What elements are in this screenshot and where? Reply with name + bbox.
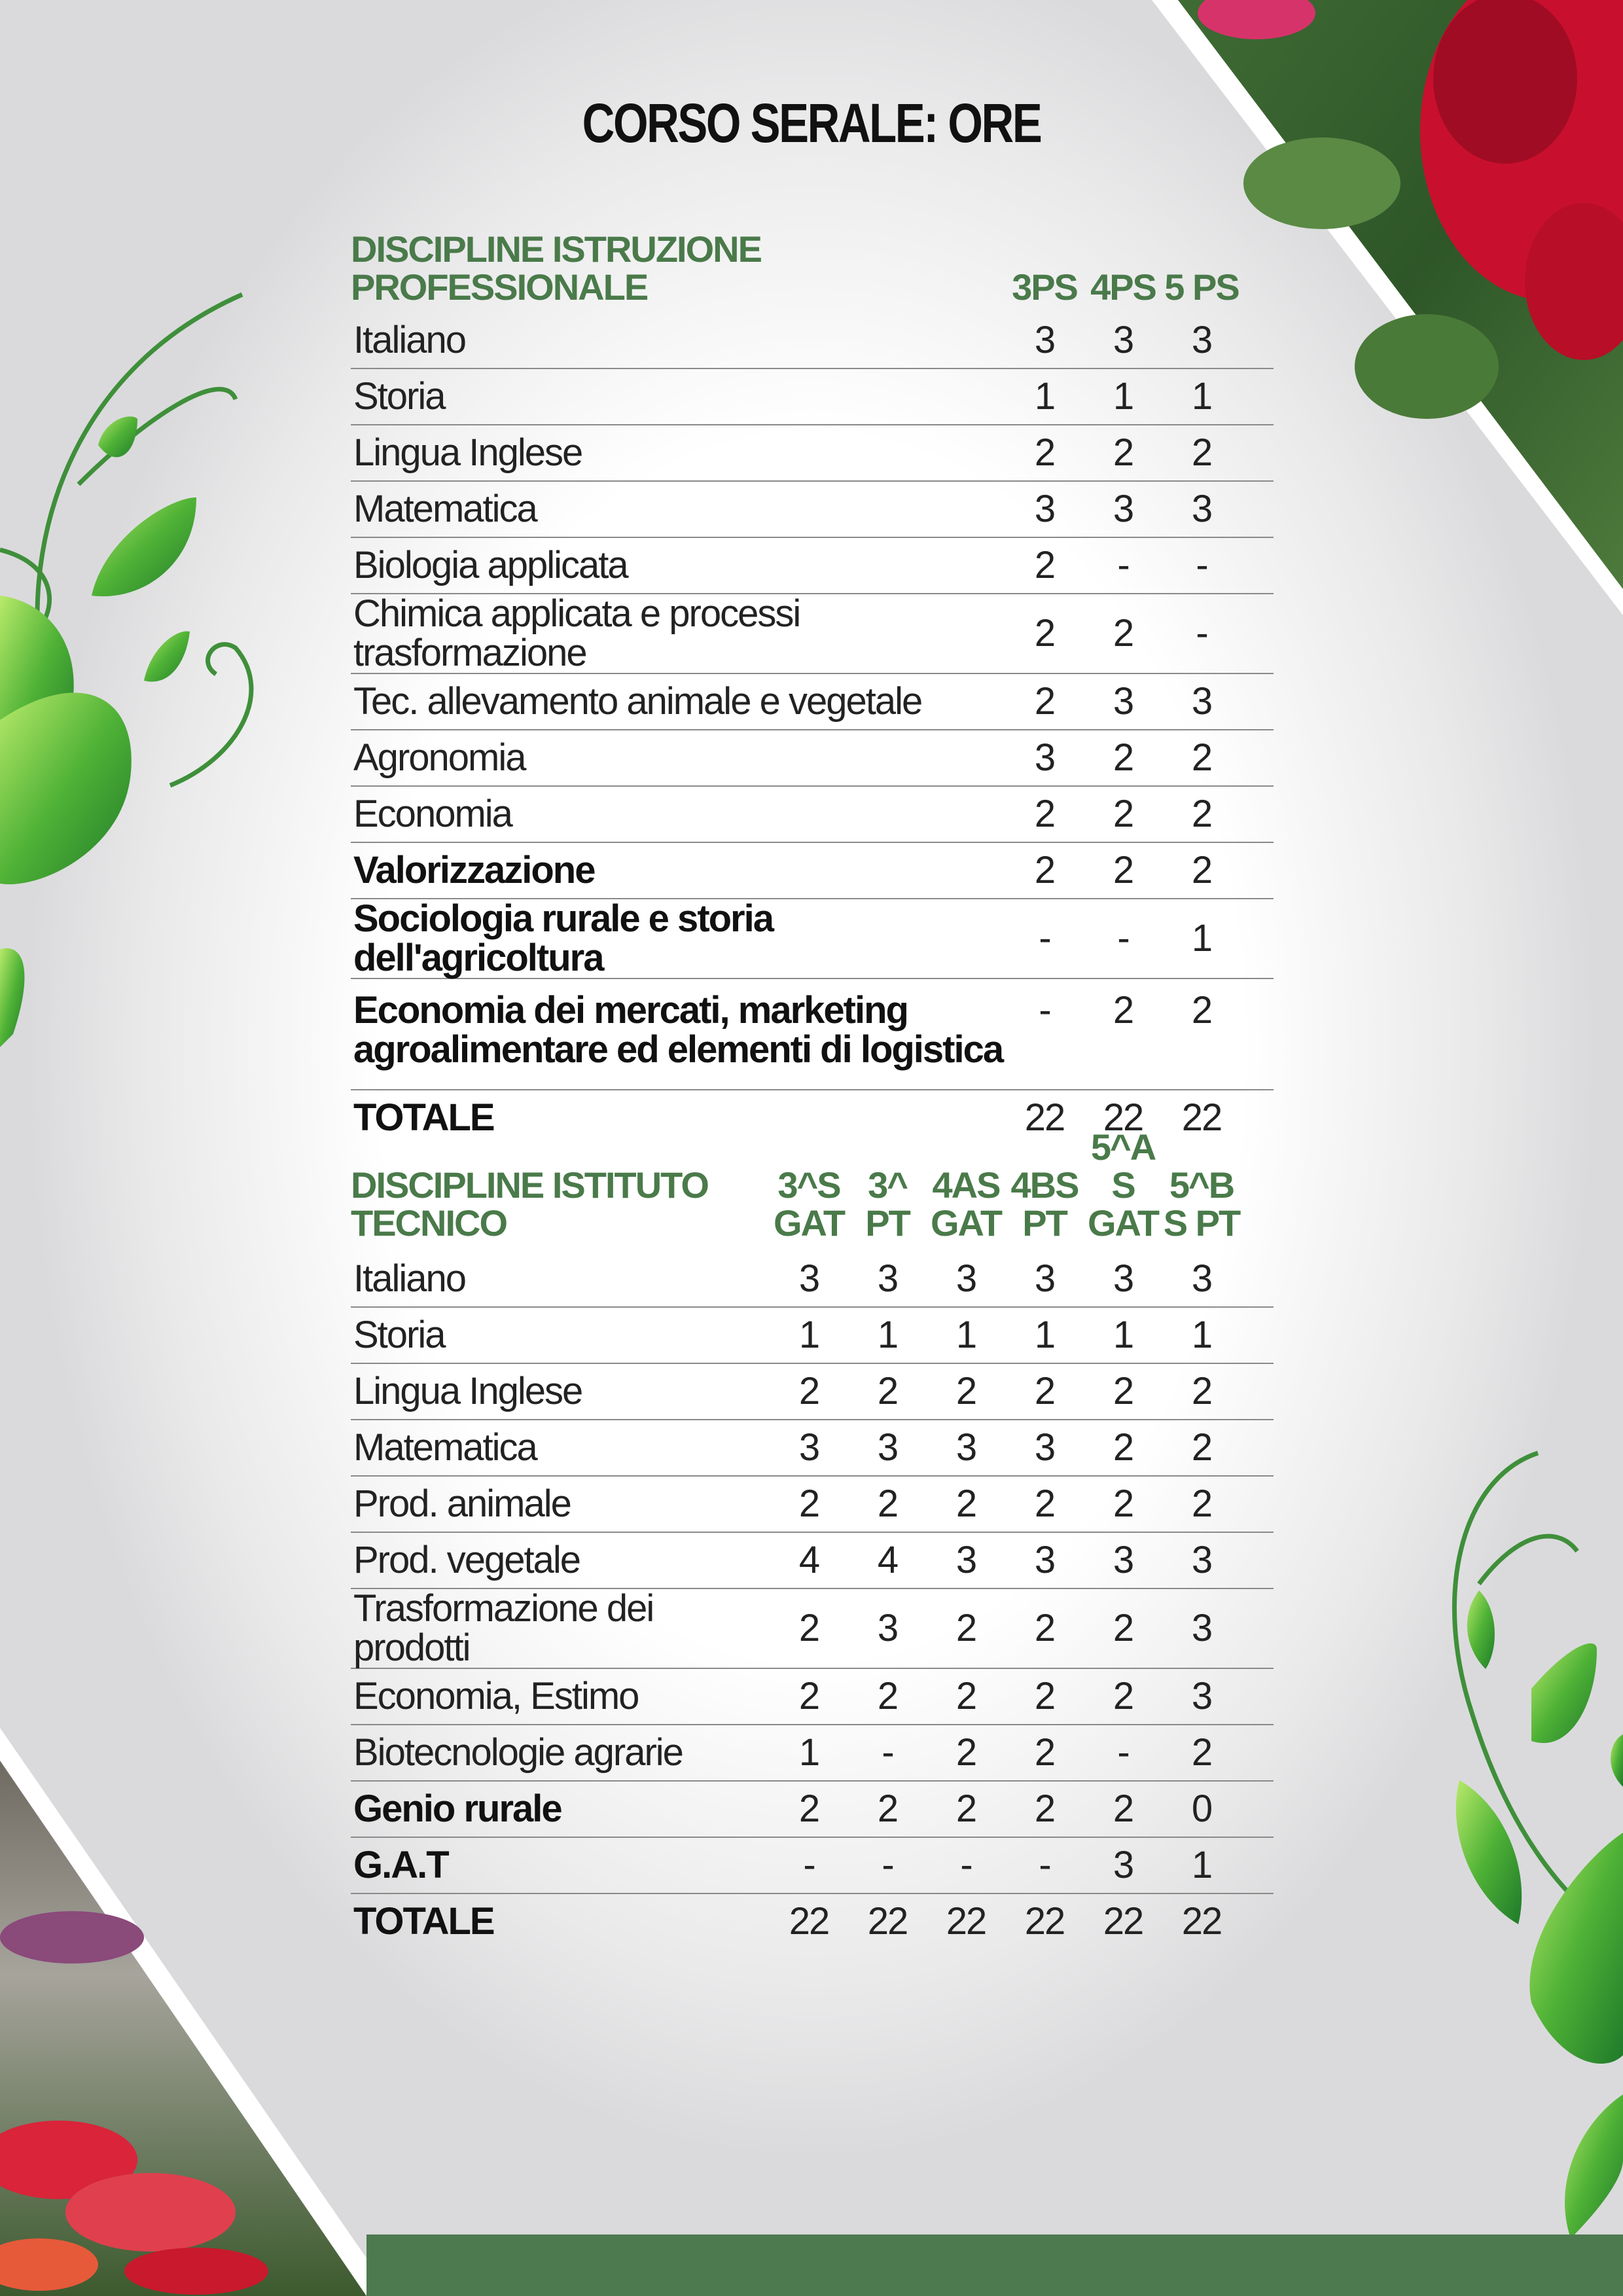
hours-cell: 1: [927, 1307, 1005, 1363]
hours-cell: -: [1162, 537, 1241, 594]
table-row: [351, 1837, 1274, 1893]
hours-cell: 2: [1084, 1363, 1162, 1420]
hours-cell: 2: [1084, 842, 1162, 899]
table-row: [351, 978, 1274, 1090]
hours-cell: 2: [1005, 1781, 1084, 1837]
total-cell: 22: [946, 1900, 986, 1943]
column-header: 4BS PT: [1010, 1164, 1079, 1244]
hours-cell: 2: [1162, 425, 1241, 481]
subject-cell: Matematica: [351, 1420, 770, 1476]
hours-cell: 3: [1005, 1532, 1084, 1588]
total-label: TOTALE: [353, 1096, 494, 1139]
right-leaves: [1456, 1590, 1623, 2238]
hours-cell: 1: [1084, 1307, 1162, 1363]
hours-cell: 3: [1084, 673, 1162, 730]
table-row: [351, 1251, 1274, 1307]
hours-cell: 1: [1162, 1307, 1241, 1363]
technical-hours-table: [351, 1128, 1274, 1949]
hours-cell: 3: [1162, 481, 1241, 537]
hours-cell: 3: [1005, 1420, 1084, 1476]
subject-cell: Italiano: [351, 1251, 770, 1307]
table-row: [351, 313, 1274, 368]
subject-cell: G.A.T: [351, 1837, 770, 1893]
hours-cell: 2: [848, 1363, 927, 1420]
table-row: [351, 786, 1274, 842]
hours-cell: 3: [1162, 313, 1241, 368]
page-title: CORSO SERALE: ORE: [582, 92, 1041, 154]
hours-cell: 2: [1005, 594, 1084, 673]
hours-cell: 3: [1084, 1532, 1162, 1588]
hours-cell: 3: [927, 1532, 1005, 1588]
table-row: [351, 1781, 1274, 1837]
hours-cell: 3: [1084, 481, 1162, 537]
hours-cell: 1: [848, 1307, 927, 1363]
table-row: [351, 1725, 1274, 1781]
hours-cell: 2: [1005, 673, 1084, 730]
subject-cell: Genio rurale: [351, 1781, 770, 1837]
hours-cell: 2: [1005, 842, 1084, 899]
hours-cell: 1: [1005, 1307, 1084, 1363]
hours-cell: -: [1005, 1837, 1084, 1893]
hours-cell: 2: [1162, 1725, 1241, 1781]
subject-cell: Biologia applicata: [351, 537, 1005, 594]
column-header: 5^A S GAT: [1087, 1126, 1159, 1244]
total-cell: 22: [867, 1900, 908, 1943]
hours-cell: 3: [1005, 730, 1084, 786]
hours-cell: 2: [1005, 1588, 1084, 1668]
subject-cell: Storia: [351, 368, 1005, 425]
subject-cell: Trasformazione dei prodotti: [351, 1588, 770, 1668]
subject-cell: Economia: [351, 786, 1005, 842]
table-header-title: DISCIPLINE ISTITUTO TECNICO: [351, 1164, 708, 1244]
hours-cell: 2: [1005, 1725, 1084, 1781]
hours-cell: 2: [1084, 425, 1162, 481]
hours-cell: 2: [770, 1668, 848, 1725]
hours-cell: -: [1084, 1725, 1162, 1781]
hours-cell: 2: [1162, 978, 1241, 1090]
table-row: [351, 1363, 1274, 1420]
hours-cell: -: [770, 1837, 848, 1893]
hours-cell: 4: [770, 1532, 848, 1588]
table-row: [351, 594, 1274, 673]
hours-cell: 3: [848, 1588, 927, 1668]
hours-cell: 2: [1084, 1420, 1162, 1476]
hours-cell: 3: [1162, 1668, 1241, 1725]
hours-cell: 2: [1084, 1588, 1162, 1668]
hours-cell: 2: [1162, 842, 1241, 899]
hours-cell: 2: [1005, 1668, 1084, 1725]
column-header: 5 PS: [1164, 266, 1239, 308]
subject-cell: Prod. animale: [351, 1476, 770, 1532]
hours-cell: 3: [1005, 1251, 1084, 1307]
hours-cell: 2: [1084, 594, 1162, 673]
column-header: 3^ PT: [865, 1164, 910, 1244]
table-row: [351, 730, 1274, 786]
greenhouse-photo-bottom-left: [0, 1728, 393, 2296]
subject-cell: Economia, Estimo: [351, 1668, 770, 1725]
hours-cell: 1: [1162, 1837, 1241, 1893]
column-header: 4PS: [1090, 266, 1156, 308]
table-header-row: [351, 1128, 1274, 1251]
subject-cell: Lingua Inglese: [351, 1363, 770, 1420]
hours-cell: 2: [770, 1781, 848, 1837]
total-cell: 22: [789, 1900, 829, 1943]
hours-cell: 3: [770, 1420, 848, 1476]
hours-cell: 2: [927, 1781, 1005, 1837]
subject-cell: Biotecnologie agrarie: [351, 1725, 770, 1781]
hours-cell: 2: [1084, 786, 1162, 842]
hours-cell: 3: [1084, 1837, 1162, 1893]
total-label: TOTALE: [353, 1900, 494, 1943]
total-cell: 22: [1024, 1096, 1065, 1139]
table-row: [351, 1588, 1274, 1668]
column-header: 3PS: [1012, 266, 1077, 308]
hours-cell: 3: [927, 1420, 1005, 1476]
subject-cell: Agronomia: [351, 730, 1005, 786]
table-row: [351, 1307, 1274, 1363]
hours-cell: 2: [1005, 1476, 1084, 1532]
total-cell: 22: [1181, 1900, 1222, 1943]
hours-cell: 2: [1084, 978, 1162, 1090]
table-header-row: [351, 230, 1274, 313]
hours-cell: 4: [848, 1532, 927, 1588]
hours-cell: 1: [1084, 368, 1162, 425]
total-row: [351, 1893, 1274, 1949]
hours-cell: -: [848, 1837, 927, 1893]
table-header-title: DISCIPLINE ISTRUZIONE PROFESSIONALE: [351, 228, 761, 308]
subject-cell: Valorizzazione: [351, 842, 1005, 899]
left-leaves: [0, 416, 196, 1047]
subject-cell: Matematica: [351, 481, 1005, 537]
hours-cell: 0: [1162, 1781, 1241, 1837]
subject-cell: Tec. allevamento animale e vegetale: [351, 673, 1005, 730]
hours-cell: 2: [1005, 786, 1084, 842]
hours-cell: 2: [1005, 537, 1084, 594]
table-row: [351, 1532, 1274, 1588]
hours-cell: 2: [1162, 730, 1241, 786]
hours-cell: 2: [848, 1476, 927, 1532]
table-row: [351, 481, 1274, 537]
column-header: 3^S GAT: [773, 1164, 845, 1244]
hours-cell: 3: [1005, 313, 1084, 368]
hours-cell: 3: [1084, 1251, 1162, 1307]
hours-cell: -: [1084, 537, 1162, 594]
hours-cell: 3: [1162, 1588, 1241, 1668]
hours-cell: 2: [1162, 1420, 1241, 1476]
total-cell: 22: [1024, 1900, 1065, 1943]
hours-cell: 1: [770, 1725, 848, 1781]
hours-cell: 2: [1162, 1476, 1241, 1532]
subject-line: agroalimentare ed elementi di logistica: [353, 1028, 1003, 1071]
hours-cell: 1: [770, 1307, 848, 1363]
table-row: [351, 1476, 1274, 1532]
hours-cell: 2: [770, 1363, 848, 1420]
column-header: 4AS GAT: [930, 1164, 1002, 1244]
hours-cell: 3: [770, 1251, 848, 1307]
subject-cell: Prod. vegetale: [351, 1532, 770, 1588]
subject-line: Economia dei mercati, marketing: [353, 989, 908, 1031]
hours-cell: -: [1005, 899, 1084, 978]
professional-hours-table: [351, 230, 1274, 1145]
table-row: [351, 368, 1274, 425]
subject-cell: Chimica applicata e processi trasformazione: [351, 594, 1005, 673]
hours-cell: 2: [1162, 1363, 1241, 1420]
hours-cell: 2: [1005, 1363, 1084, 1420]
hours-cell: 2: [1084, 730, 1162, 786]
hours-cell: 2: [927, 1668, 1005, 1725]
hours-cell: 2: [1084, 1781, 1162, 1837]
hours-cell: 2: [927, 1588, 1005, 1668]
total-cell: 22: [1181, 1096, 1222, 1139]
hours-cell: 2: [927, 1363, 1005, 1420]
total-cell: 22: [1103, 1900, 1143, 1943]
hours-cell: -: [1162, 594, 1241, 673]
subject-cell: Lingua Inglese: [351, 425, 1005, 481]
hours-cell: 3: [1162, 1251, 1241, 1307]
subject-cell: Storia: [351, 1307, 770, 1363]
hours-cell: 2: [927, 1725, 1005, 1781]
hours-cell: 2: [770, 1476, 848, 1532]
hours-cell: 3: [848, 1420, 927, 1476]
footer-bar: [366, 2234, 1623, 2296]
hours-cell: 3: [1005, 481, 1084, 537]
table-row: [351, 842, 1274, 899]
hours-cell: 3: [1162, 673, 1241, 730]
hours-cell: 3: [1162, 1532, 1241, 1588]
hours-cell: -: [848, 1725, 927, 1781]
subject-cell: Sociologia rurale e storia dell'agricoltura: [351, 899, 1005, 978]
subject-cell: Italiano: [351, 313, 1005, 368]
hours-cell: 2: [848, 1781, 927, 1837]
hours-cell: 2: [1005, 425, 1084, 481]
subject-cell: [351, 978, 1005, 1090]
column-header: 5^B S PT: [1163, 1164, 1240, 1244]
hours-cell: 3: [848, 1251, 927, 1307]
table-row: [351, 899, 1274, 978]
table-row: [351, 537, 1274, 594]
hours-cell: 3: [927, 1251, 1005, 1307]
hours-cell: 2: [927, 1476, 1005, 1532]
table-row: [351, 1668, 1274, 1725]
hours-cell: 2: [1084, 1476, 1162, 1532]
hours-cell: 2: [1084, 1668, 1162, 1725]
hours-cell: -: [927, 1837, 1005, 1893]
hours-cell: 3: [1084, 313, 1162, 368]
table-row: [351, 425, 1274, 481]
hours-cell: 2: [848, 1668, 927, 1725]
hours-cell: -: [1084, 899, 1162, 978]
hours-cell: 2: [1162, 786, 1241, 842]
hours-cell: 1: [1162, 899, 1241, 978]
hours-cell: 1: [1005, 368, 1084, 425]
table-row: [351, 673, 1274, 730]
hours-cell: 1: [1162, 368, 1241, 425]
hours-cell: 2: [770, 1588, 848, 1668]
total-cell: 22: [1103, 1096, 1143, 1139]
hours-cell: -: [1005, 978, 1084, 1090]
table-row: [351, 1420, 1274, 1476]
